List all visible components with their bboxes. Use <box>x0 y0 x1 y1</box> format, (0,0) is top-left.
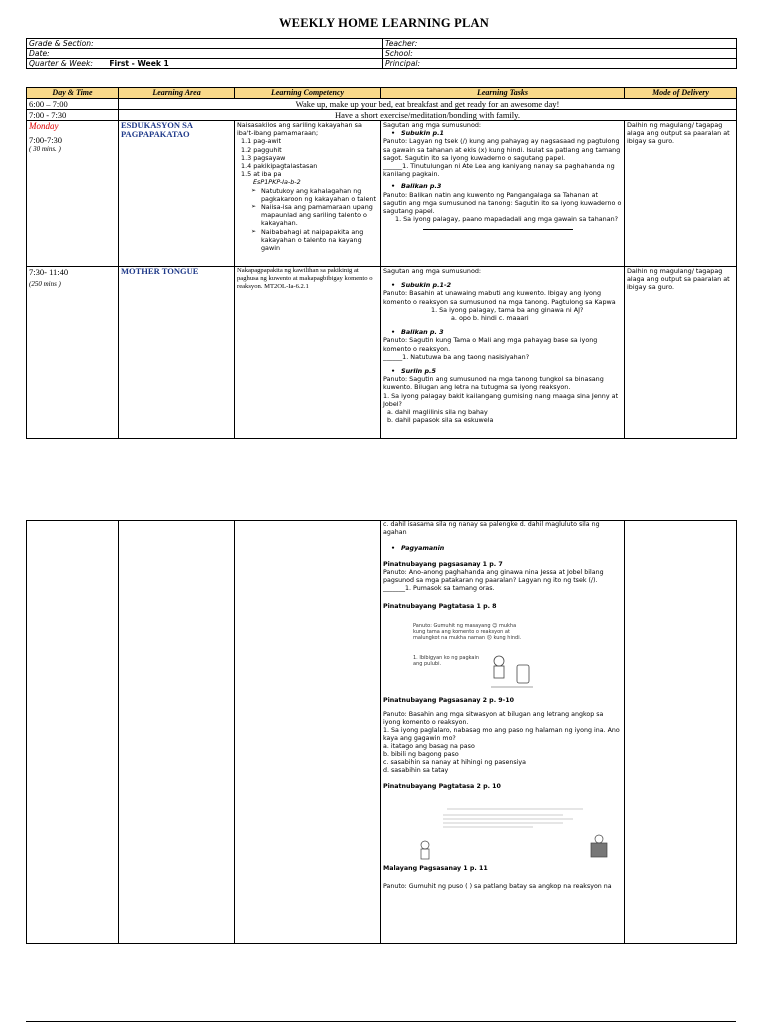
task-heading: • Suriin p.5 <box>383 367 622 375</box>
time-label: 7:00-7:30 <box>29 135 63 145</box>
row-time: 6:00 – 7:00 <box>27 99 119 110</box>
worksheet-image-2 <box>383 797 622 865</box>
mt-learning-area <box>119 267 235 439</box>
task-text: 1. Sa iyong palagay, paano mapadadali ang mga gawain sa tahanan? <box>395 215 619 224</box>
task-text: _______1. Pumasok sa tamang oras. <box>383 585 495 592</box>
worksheet-image-1 <box>383 619 622 693</box>
empty-cell <box>119 521 235 944</box>
answer-line <box>423 229 573 230</box>
row-activity: Wake up, make up your bed, eat breakfast and get ready for an awesome day! <box>119 99 737 110</box>
mt-competency: Nakapagpapakita ng kawilihan sa pakikinig at paghusa ng kuwento at makapagbibigay komento o reaksyon. MT2OL-Ia-6.2.1 <box>235 267 381 439</box>
task-intro: Sagutan ang mga sumusunod: <box>383 267 482 275</box>
teacher-field: Teacher: <box>383 39 737 49</box>
table-row <box>27 521 737 944</box>
task-text: Panuto: Sagutin ang sumusunod na mga tanong tungkol sa binasang kuwento. Bilugan ang letra na tutugma sa iyong reaksyon. <box>383 375 604 392</box>
worksheet-item: 1. Ibibigyan ko ng pagkain ang pulubi. <box>413 655 480 668</box>
task-text: ______1. Natutuwa ba ang taong nasisiyahan? <box>383 352 530 361</box>
row-time: 7:00 - 7:30 <box>27 110 119 121</box>
header-learning-tasks: Learning Tasks <box>381 88 625 99</box>
plan-table <box>26 87 737 439</box>
school-field: School: <box>383 49 737 59</box>
quarter-week-label: Quarter & Week: <box>29 59 93 68</box>
task-text: Panuto: Gumuhit ng puso ( ) sa patlang batay sa angkop na reaksyon na <box>383 883 612 890</box>
empty-cell <box>27 521 119 944</box>
monday-competency <box>235 121 381 267</box>
mt-tasks <box>381 267 625 439</box>
list-item: ➢ Natutukoy ang kahalagahan ng pagkakaroon ng kakayahan o talent <box>261 187 378 203</box>
competency-intro: Naisasakilos ang sariling kakayahan sa iba't-ibang pamamaraan; <box>237 121 362 138</box>
duration-label: (250 mins ) <box>29 280 61 288</box>
quarter-week-field <box>27 59 383 69</box>
mt-mode: Dalhin ng magulang/ tagapag alaga ang output sa paaralan at ibigay sa guro. <box>625 267 737 439</box>
header-row <box>27 88 737 99</box>
principal-field: Principal: <box>383 59 737 69</box>
task-option: b. bibili ng bagong paso <box>383 751 459 758</box>
monday-learning-area <box>119 121 235 267</box>
competency-code: EsP1PKP-Ia-b-2 <box>253 178 301 187</box>
task-heading: Pinatnubayang pagsasanay 1 p. 7 <box>383 561 503 568</box>
time-label: 7:30- 11:40 <box>29 267 69 277</box>
task-text: Panuto: Lagyan ng tsek (/) kung ang pahayag ay nagsasaad ng pagtulong sa gawain sa tahanan at ekis (x) kung hindi. Isulat sa patlang ang tamang sagot. Sagutin ito sa iyong kuwaderno o sagutang papel. <box>383 137 621 162</box>
page-divider <box>26 1021 736 1022</box>
task-heading: • Pagyamanin <box>383 545 622 553</box>
list-item: 1.3 pagsayaw <box>241 153 286 162</box>
grade-section-field: Grade & Section: <box>27 39 383 49</box>
empty-cell <box>625 521 737 944</box>
list-item: ➢ Naiisa-isa ang pamamaraan upang mapaunlad ang sariling talento o kakayahan. <box>261 203 378 228</box>
header-day-time: Day & Time <box>27 88 119 99</box>
learning-area-label: MOTHER TONGUE <box>121 266 199 276</box>
empty-cell <box>235 521 381 944</box>
table-row <box>27 99 737 110</box>
table-row-monday <box>27 121 737 267</box>
monday-tasks <box>381 121 625 267</box>
header-mode-of-delivery: Mode of Delivery <box>625 88 737 99</box>
task-text: Panuto: Basahin at unawaing mabuti ang kuwento. Ibigay ang iyong komento o reaksyon sa sumusunod na mga tanong. Pagtulong sa Kapwa <box>383 289 616 306</box>
list-item: 1.2 pagguhit <box>241 145 282 154</box>
list-item: 1.5 at iba pa <box>241 170 282 179</box>
list-item: 1.1 pag-awit <box>241 137 281 146</box>
page-title: WEEKLY HOME LEARNING PLAN <box>278 16 489 30</box>
child-illustration-icon <box>487 653 535 689</box>
header-learning-area: Learning Area <box>119 88 235 99</box>
task-intro: Sagutan ang mga sumusunod: <box>383 121 482 129</box>
plan-table-continued <box>26 520 737 944</box>
task-text: Panuto: Balikan natin ang kuwento ng Pangangalaga sa Tahanan at sagutin ang mga sumusunod na tanong: Sagutin ito sa iyong kuwaderno o sagutang papel. <box>383 190 622 216</box>
list-item: ➢ Naibabahagi at naipapakita ang kakayahan o talento na kayang gawin <box>261 228 378 253</box>
day-label: Monday <box>29 121 59 131</box>
row-activity: Have a short exercise/meditation/bonding with family. <box>119 110 737 121</box>
quarter-week-value: First - Week 1 <box>109 59 169 68</box>
info-table <box>26 38 737 69</box>
continued-tasks <box>381 521 625 944</box>
task-heading: Pinatnubayang Pagtatasa 2 p. 10 <box>383 783 501 790</box>
table-row <box>27 110 737 121</box>
task-heading: • Balikan p. 3 <box>383 328 622 336</box>
worksheet-instruction: Panuto: Gumuhit ng masayang ☺ mukha kung tama ang komento o reaksyon at malungkot na mukha naman ☹ kung hindi. <box>413 623 522 642</box>
task-text: 1. Sa iyong paglalaro, nabasag mo ang paso ng halaman ng iyong ina. Ano kaya ang gagawin mo? <box>383 727 620 742</box>
task-option: c. sasabihin sa nanay at hihingi ng pasensiya <box>383 759 526 766</box>
task-option: b. dahil papasok sila sa eskuwela <box>387 416 494 425</box>
date-field: Date: <box>27 49 383 59</box>
header-learning-competency: Learning Competency <box>235 88 381 99</box>
task-heading: • Subukin p.1-2 <box>383 281 622 289</box>
mt-day-time <box>27 267 119 439</box>
task-text: Panuto: Basahin ang mga sitwasyon at bilugan ang letrang angkop sa iyong komento o reaksyon. <box>383 711 604 726</box>
monday-mode: Dalhin ng magulang/ tagapag alaga ang output sa paaralan at ibigay sa guro. <box>625 121 737 267</box>
learning-area-label: ESDUKASYON SA PAGPAPAKATAO <box>121 120 193 139</box>
task-option: a. dahil maglilinis sila ng bahay <box>387 408 488 417</box>
task-text: c. dahil isasama sila ng nanay sa palengke d. dahil magluluto sila ng agahan <box>383 521 600 536</box>
task-heading: • Balikan p.3 <box>383 182 622 190</box>
task-heading: • Subukin p.1 <box>383 129 622 137</box>
task-heading: Pinatnubayang Pagsasanay 2 p. 9-10 <box>383 697 515 704</box>
task-text: Panuto: Ano-anong paghahanda ang ginawa nina Jessa at Jobel bilang pagsunod sa mga patakaran ng paaralan? Lagyan ng ito ng tsek (/). <box>383 569 604 584</box>
task-text: Panuto: Sagutin kung Tama o Mali ang mga pahayag base sa iyong komento o reaksyon. <box>383 336 598 353</box>
task-option: d. sasabihin sa tatay <box>383 767 449 774</box>
task-heading: Malayang Pagsasanay 1 p. 11 <box>383 865 488 872</box>
task-options: a. opo b. hindi c. maaari <box>451 314 529 323</box>
list-item: 1.4 pakikipagtalastasan <box>241 162 318 171</box>
task-text: 1. Sa iyong palagay bakit kailangang gumising nang maaga sina Jenny at Jobel? <box>383 391 619 408</box>
task-text: ______1. Tinutulungan ni Ate Lea ang kaniyang nanay sa paghahanda ng kanilang pagkain. <box>383 162 615 179</box>
scenario-illustration-icon <box>413 805 613 863</box>
task-text: 1. Sa iyong palagay, tama ba ang ginawa ni AJ? <box>431 305 584 314</box>
monday-day-time <box>27 121 119 267</box>
table-row-mother-tongue <box>27 267 737 439</box>
task-option: a. itatago ang basag na paso <box>383 743 475 750</box>
duration-label: ( 30 mins. ) <box>29 145 61 153</box>
task-heading: Pinatnubayang Pagtatasa 1 p. 8 <box>383 603 497 610</box>
